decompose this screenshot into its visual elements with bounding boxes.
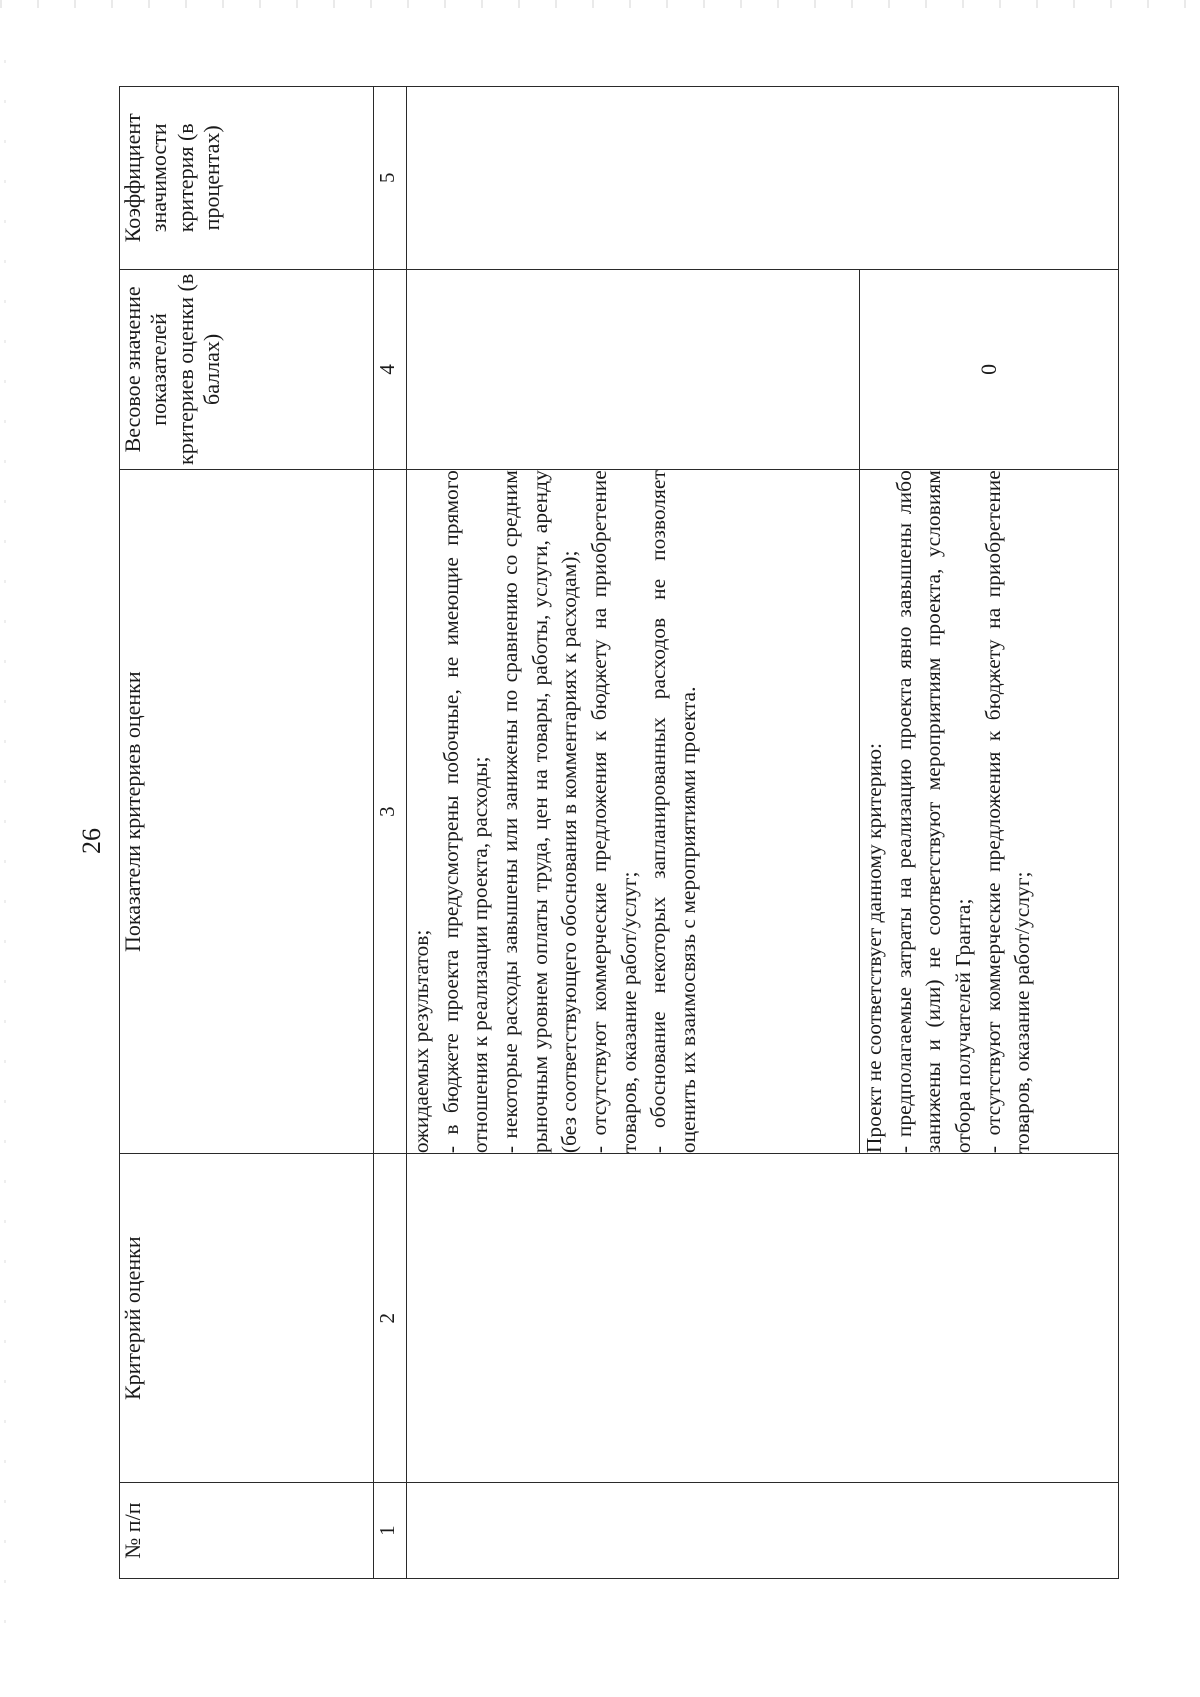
column-number-row bbox=[373, 87, 406, 1579]
page-number: 26 bbox=[77, 828, 106, 854]
header-weight: Весовое значение показателей критериев оценки (в баллах) bbox=[120, 269, 374, 470]
header-criterion: Критерий оценки bbox=[120, 1154, 374, 1483]
indicator-line: Проект не соответствует данному критерию: bbox=[862, 742, 887, 1154]
cell-num-empty bbox=[406, 1483, 1118, 1579]
score-cell-1 bbox=[406, 269, 859, 470]
table-row bbox=[406, 87, 859, 1579]
indicator-line: - некоторые расходы завышены или занижены по сравнению со средним рыночным уровнем оплаты труда, цен на товары, работы, услуги, аренду (без соответствующего обоснования в комментариях к расходам); bbox=[497, 470, 582, 1154]
indicator-line: - отсутствуют коммерческие предложения к бюджету на приобретение товаров, оказание работ/услуг; bbox=[980, 470, 1035, 1154]
cell-criterion-empty bbox=[406, 1154, 1118, 1483]
criteria-table-rotated bbox=[119, 86, 1119, 1579]
scan-edge-artifact bbox=[0, 0, 1200, 8]
header-indicators: Показатели критериев оценки bbox=[120, 470, 374, 1154]
indicator-line: - предполагаемые затраты на реализацию проекта явно завышены либо занижены и (или) не соответствуют мероприятиям проекта, условиям отбора получателей Гранта; bbox=[891, 470, 976, 1154]
header-coefficient: Коэффициент значимости критерия (в процентах) bbox=[120, 87, 374, 270]
indicator-cell-1 bbox=[406, 470, 859, 1154]
column-number-3: 3 bbox=[373, 470, 406, 1154]
column-number-5: 5 bbox=[373, 87, 406, 270]
indicator-cell-2 bbox=[860, 470, 1119, 1154]
indicator-line: - в бюджете проекта предусмотрены побочные, не имеющие прямого отношения к реализации проекта, расходы; bbox=[438, 470, 493, 1154]
indicator-line: - обоснование некоторых запланированных расходов не позволяет оценить их взаимосвязь с мероприятиями проекта. bbox=[646, 470, 700, 1154]
column-number-1: 1 bbox=[373, 1483, 406, 1579]
header-num: № п/п bbox=[120, 1483, 374, 1579]
indicator-line: ожидаемых результатов; bbox=[408, 929, 433, 1154]
cell-coefficient-empty bbox=[406, 87, 1118, 270]
criteria-table bbox=[119, 86, 1119, 1579]
column-number-2: 2 bbox=[373, 1154, 406, 1483]
indicator-line: - отсутствуют коммерческие предложения к бюджету на приобретение товаров, оказание работ/услуг; bbox=[586, 470, 641, 1154]
header-row bbox=[120, 87, 374, 1579]
column-number-4: 4 bbox=[373, 269, 406, 470]
scan-left-artifact bbox=[4, 60, 6, 1660]
score-cell-2: 0 bbox=[860, 269, 1119, 470]
